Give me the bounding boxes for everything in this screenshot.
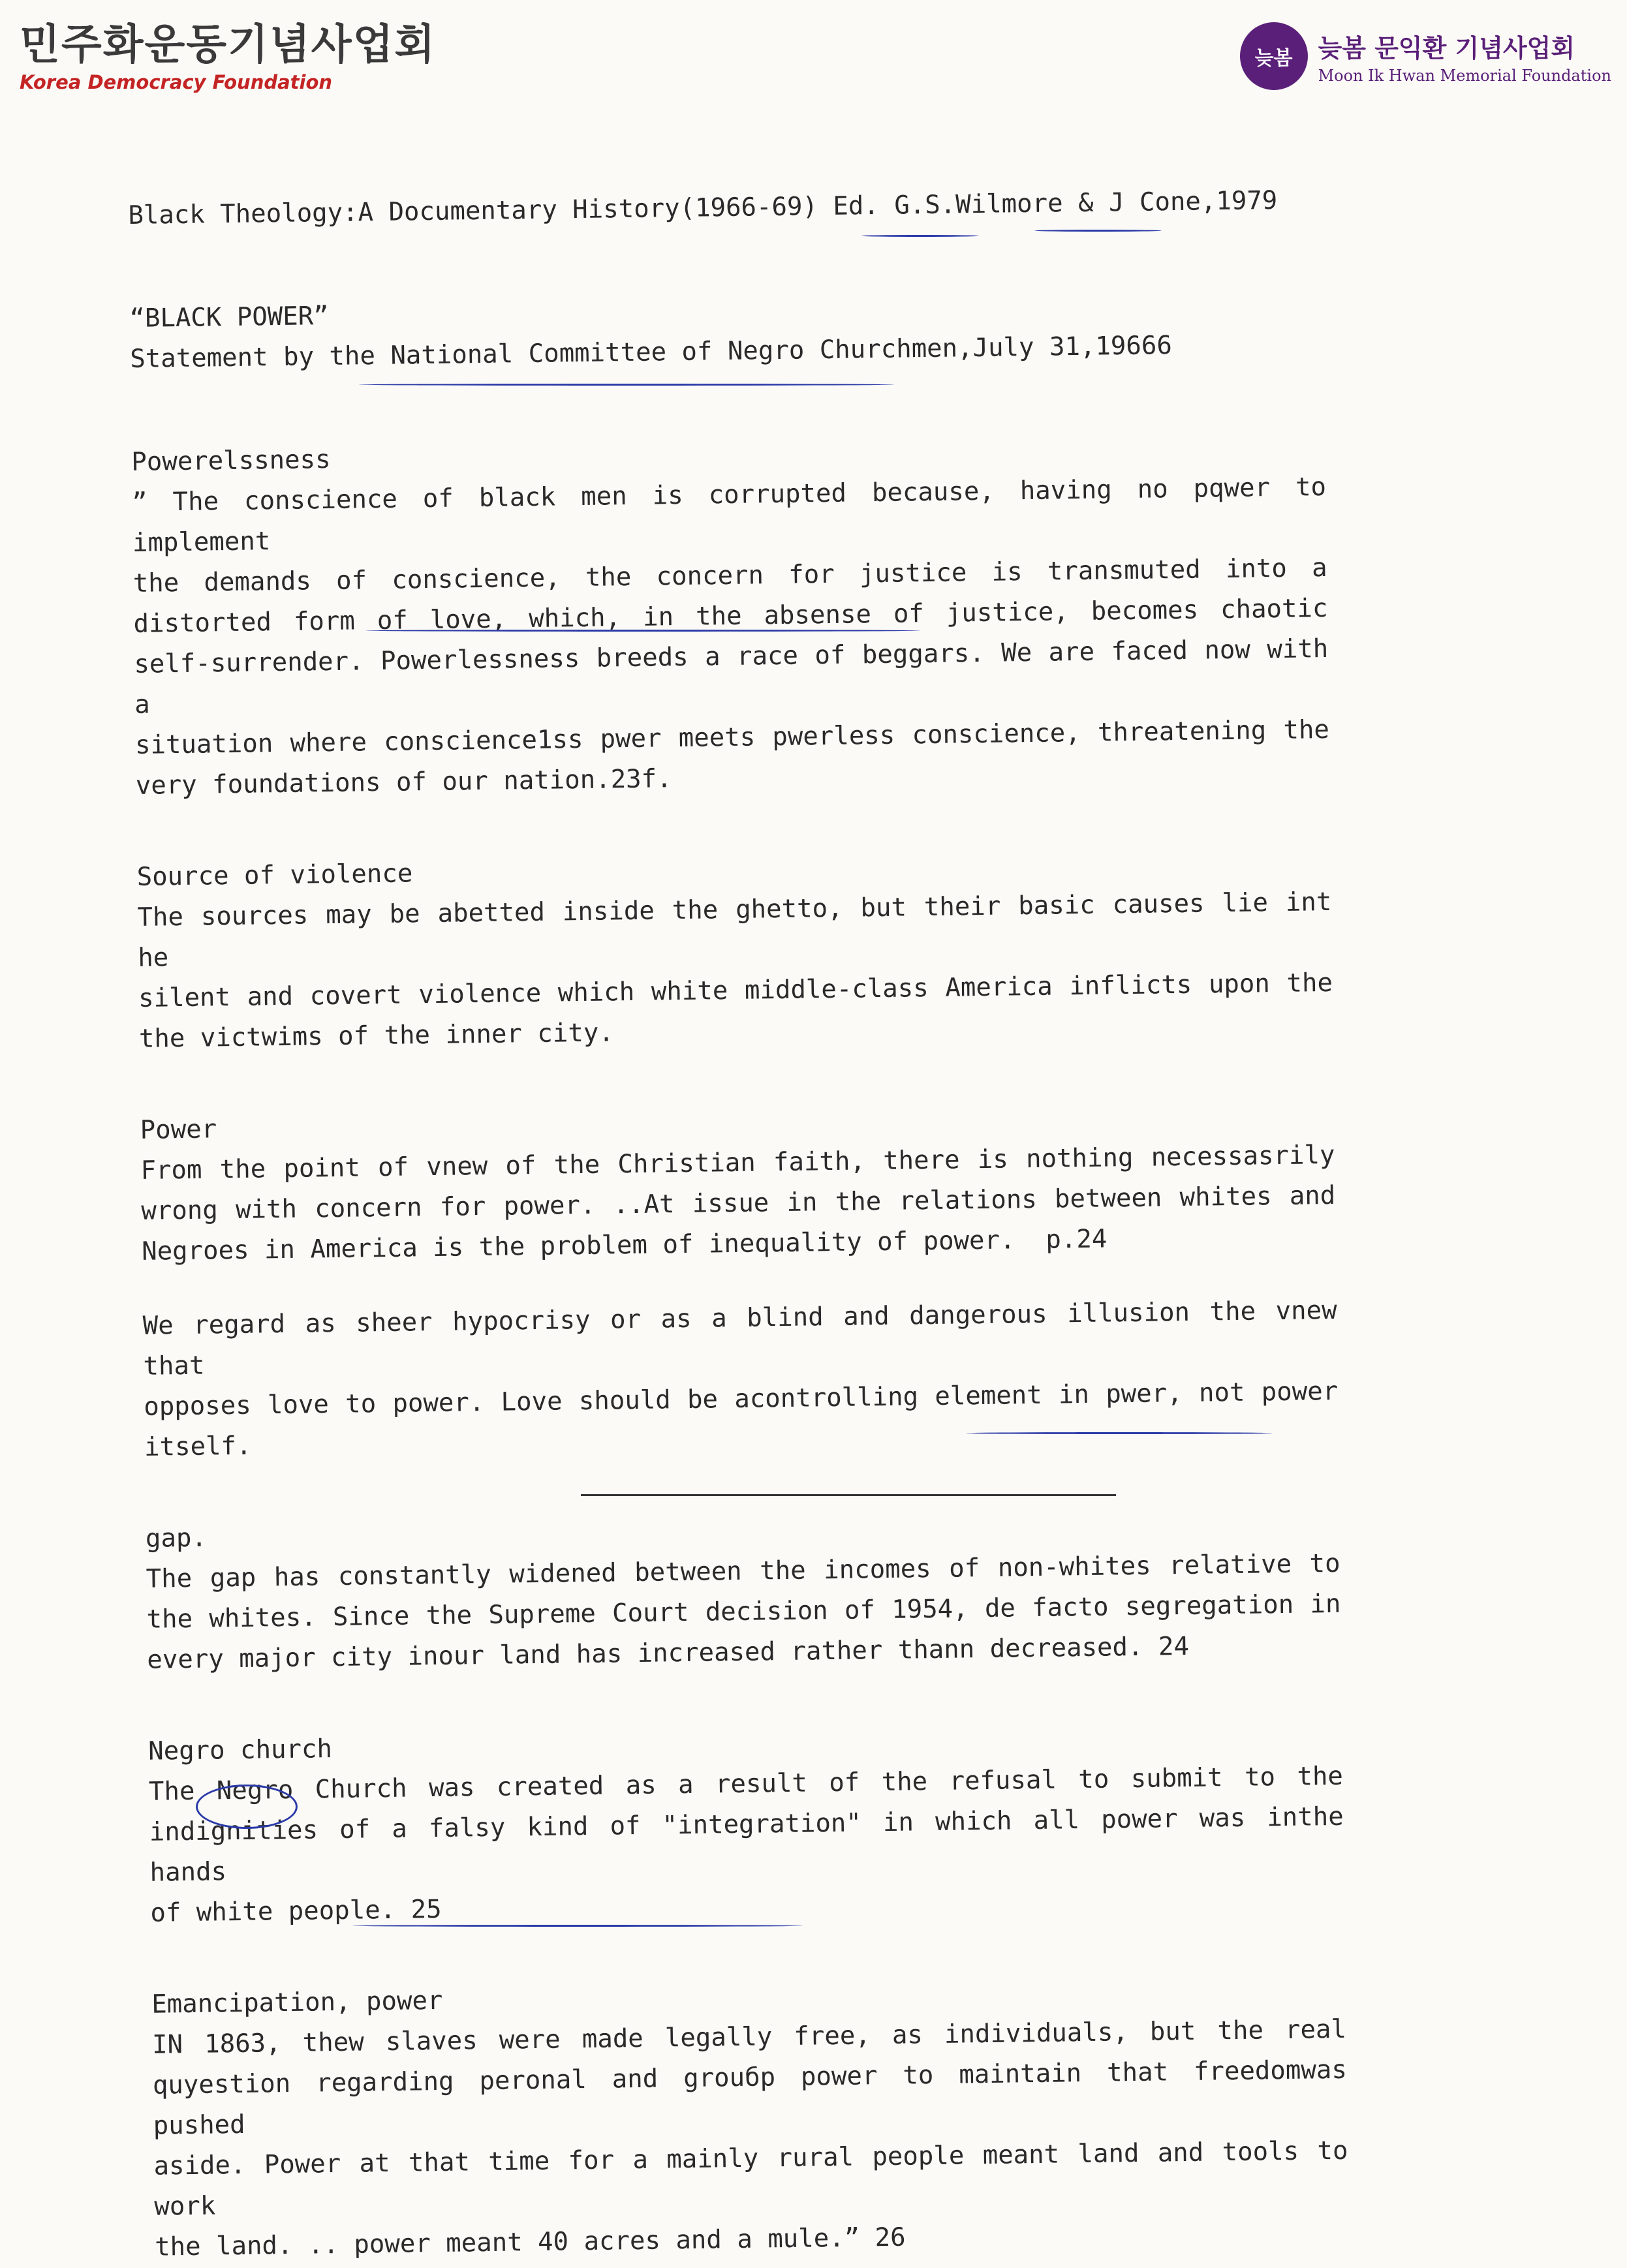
text-line: every major city inour land has increased rather thann decreased. 24: [147, 1631, 1190, 1675]
text-line: opposes love to power. Love should be acontrolling element in pwer, not power: [144, 1376, 1339, 1422]
section-emancipation-power: [151, 1969, 1350, 2268]
section-negro-church: [148, 1716, 1345, 1934]
section-source-of-violence: [136, 842, 1333, 1060]
text-line: the victwims of the inner city.: [138, 1018, 615, 1054]
section-heading: Source of violence: [136, 859, 413, 892]
text-line: ” The conscience of black men is corrupted because, having no pqwer to implement: [131, 472, 1327, 558]
text-line: itself.: [144, 1431, 252, 1462]
document-body: [128, 180, 1349, 2268]
ink-underline-forty-acres: [352, 1925, 803, 1927]
text-line: The Negro Church was created as a result of the refusal to submit to the: [148, 1761, 1344, 1807]
logo-right-english: Moon Ik Hwan Memorial Foundation: [1318, 66, 1611, 85]
text-line: Negroes in America is the problem of inequality of power. p.24: [141, 1224, 1108, 1266]
ink-underline-wilmore: [861, 235, 979, 237]
ink-underline-powerlessness: [365, 630, 920, 632]
ink-underline-increased: [581, 1494, 1116, 1496]
text-line: of white people. 25: [150, 1894, 442, 1928]
section-love-and-power: [142, 1291, 1339, 1468]
text-line: indignities of a falsy kind of "integration" in which all power was inthe hands: [149, 1801, 1344, 1888]
text-line: IN 1863, thew slaves were made legally free, as individuals, but the real: [151, 2014, 1347, 2060]
text-line: quyestion regarding peronal and grouбp power to maintain that freedomwas pushed: [152, 2055, 1348, 2141]
text-line: We regard as sheer hypocrisy or as a blind and dangerous illusion the vnew that: [142, 1295, 1337, 1381]
text-line: From the point of vnew of the Christian faith, there is nothing necessasrily: [140, 1140, 1335, 1186]
ink-underline-national-committee: [359, 384, 894, 386]
logo-left-english: Korea Democracy Foundation: [20, 71, 333, 94]
ink-underline-de-facto: [966, 1432, 1273, 1434]
section-heading: Emancipation, power: [151, 1985, 443, 2019]
korea-democracy-foundation-logo: [20, 23, 436, 93]
section-heading: gap.: [145, 1523, 208, 1554]
logo-right-korean: 늦봄 문익환 기념사업회: [1318, 33, 1575, 63]
text-line: the demands of conscience, the concern for justice is transmuted into a: [132, 553, 1327, 598]
text-line: The sources may be abetted inside the ghetto, but their basic causes lie int he: [137, 887, 1332, 973]
logo-left-korean: 민주화운동기념사업회: [20, 21, 437, 69]
section-heading: Power: [140, 1114, 217, 1145]
ink-underline-cone: [1034, 230, 1162, 232]
citation: Black Theology:A Documentary History(1966-69) Ed. G.S.Wilmore & J Cone,1979: [128, 185, 1278, 230]
text-line: very foundations of our nation.23f.: [135, 764, 672, 801]
text-line: wrong with concern for power. ..At issue in the relations between whites and: [141, 1180, 1336, 1226]
text-line: distorted form of love, which, in the absense of justice, becomes chaotic: [133, 593, 1328, 639]
section-heading: Powerelssness: [131, 444, 331, 477]
text-line: The gap has constantly widened between the incomes of non-whites relative to: [146, 1548, 1340, 1594]
section-gap: [146, 1503, 1342, 1681]
statement-line: Statement by the National Committee of Negro Churchmen,July 31,19666: [129, 331, 1173, 374]
section-power: [140, 1095, 1336, 1272]
text-line: the land. .. power meant 40 acres and a mule.” 26: [154, 2222, 906, 2262]
foundation-emblem-icon: 늦봄: [1240, 22, 1308, 90]
document-title: “BLACK POWER”: [129, 301, 329, 333]
text-line: silent and covert violence which white middle-class America inflicts upon the: [138, 968, 1333, 1013]
section-heading: Negro church: [147, 1734, 333, 1766]
moon-ik-hwan-foundation-logo: [1240, 22, 1611, 90]
text-line: self-surrender. Powerlessness breeds a race of beggars. We are faced now with a: [134, 634, 1329, 720]
text-line: the whites. Since the Supreme Court decision of 1954, de facto segregation in: [146, 1589, 1341, 1634]
text-line: aside. Power at that time for a mainly rural people meant land and tools to work: [153, 2136, 1348, 2222]
ink-circle-1863: [196, 1785, 298, 1829]
section-powerlessness: [131, 427, 1330, 806]
text-line: situation where conscience1ss pwer meets pwerless conscience, threatening the: [134, 714, 1330, 760]
